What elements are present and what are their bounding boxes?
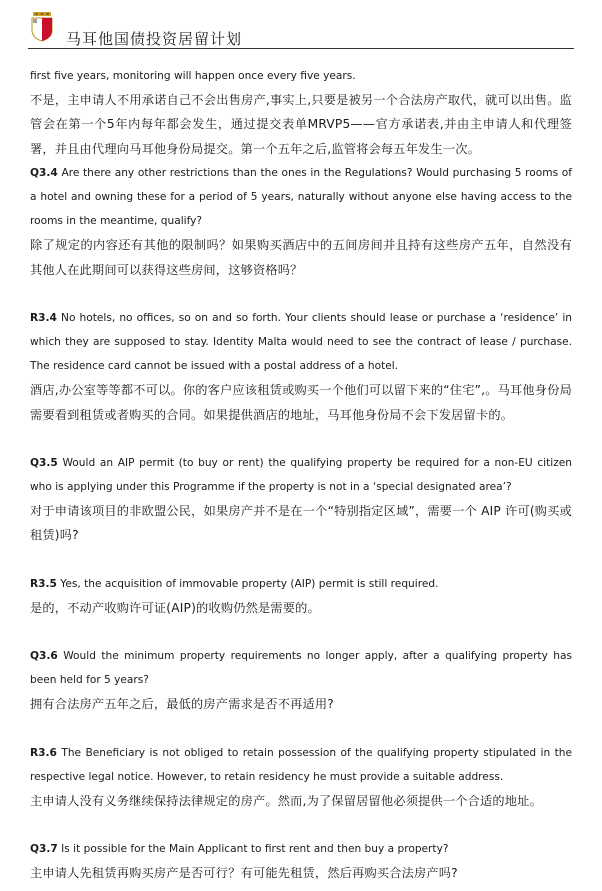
chinese-paragraph [30, 378, 572, 426]
paragraph-text: 是的，不动产收购许可证(AIP)的收购仍然是需要的。 [30, 600, 320, 615]
question-paragraph [30, 644, 572, 692]
paragraph-text: Yes, the acquisition of immovable property (AIP) permit is still required. [56, 577, 439, 590]
item-label: Q3.7 [30, 843, 58, 856]
header-title: 马耳他国债投资居留计划 [66, 30, 243, 48]
paragraph-gap [30, 548, 572, 572]
page-header [28, 8, 574, 49]
item-label: R3.6 [30, 746, 57, 759]
chinese-paragraph [30, 233, 572, 281]
chinese-paragraph [30, 88, 572, 161]
paragraph-text: 主申请人没有义务继续保持法律规定的房产。然而,为了保留居留他必须提供一个合适的地址。 [30, 794, 542, 809]
item-label: Q3.6 [30, 650, 58, 663]
question-paragraph [30, 837, 572, 861]
paragraph-gap [30, 620, 572, 644]
chinese-paragraph [30, 861, 572, 885]
paragraph-text: 酒店,办公室等等都不可以。你的客户应该租赁或购买一个他们可以留下来的“住宅”,。马耳他身份局需要看到租赁或者购买的合同。如果提供酒店的地址，马耳他身份局不会下发居留卡的。 [30, 383, 572, 422]
response-paragraph [30, 741, 572, 789]
paragraph-text: 除了规定的内容还有其他的限制吗？如果购买酒店中的五间房间并且持有这些房产五年，自然没有其他人在此期间可以获得这些房间，这够资格吗？ [30, 238, 572, 277]
question-paragraph [30, 451, 572, 499]
chinese-paragraph [30, 499, 572, 547]
paragraph-text: Would an AIP permit (to buy or rent) the qualifying property be required for a non-EU citizen who is applying under this Programme if the property is not in a ‘special designated area’? [30, 456, 572, 494]
item-label: Q3.4 [30, 166, 58, 179]
item-label: R3.4 [30, 311, 57, 324]
chinese-paragraph [30, 596, 572, 620]
paragraph-text: first five years, monitoring will happen once every five years. [30, 70, 356, 82]
paragraph-text: Would the minimum property requirements no longer apply, after a qualifying property has been held for 5 years? [30, 650, 572, 687]
paragraph-text: 拥有合法房产五年之后，最低的房产需求是否不再适用? [30, 697, 334, 712]
item-label: R3.5 [30, 577, 57, 590]
paragraph-text: 对于申请该项目的非欧盟公民，如果房产并不是在一个“特别指定区域”，需要一个 AIP 许可(购买或租赁)吗? [30, 504, 572, 543]
question-paragraph [30, 161, 572, 234]
paragraph-gap [30, 427, 572, 451]
response-paragraph [30, 306, 572, 379]
paragraph-gap [30, 282, 572, 306]
paragraph-text: The Beneficiary is not obliged to retain possession of the qualifying property stipulated in the respective legal notice. However, to retain residency he must provide a suitable address. [30, 746, 572, 783]
chinese-paragraph [30, 789, 572, 813]
paragraph-text: 主申请人先租赁再购买房产是否可行？有可能先租赁，然后再购买合法房产吗? [30, 866, 458, 881]
item-label: Q3.5 [30, 456, 58, 469]
paragraph-gap [30, 717, 572, 741]
paragraph-gap [30, 813, 572, 837]
paragraph-text: Are there any other restrictions than the ones in the Regulations? Would purchasing 5 rooms of a hotel and owning these for a period of 5 years, naturally without anyone else having access to the rooms in the meantime, qualify? [30, 166, 572, 228]
chinese-paragraph [30, 692, 572, 716]
malta-crest-icon [30, 12, 54, 42]
response-paragraph [30, 572, 572, 596]
paragraph-text: No hotels, no offices, so on and so forth. Your clients should lease or purchase a ‘residence’ in which they are supposed to stay. Identity Malta would need to see the contract of lease / purchase. The residence card cannot be issued with a postal address of a hotel. [30, 311, 572, 373]
document-body [30, 64, 572, 886]
paragraph-text: 不是，主申请人不用承诺自己不会出售房产,事实上,只要是被另一个合法房产取代，就可以出售。监管会在第一个5年内每年都会发生，通过提交表单MRVP5——官方承诺表,并由主申请人和代理签署，并且由代理向马耳他身份局提交。第一个五年之后,监管将会每五年发生一次。 [30, 93, 572, 156]
paragraph-text: Is it possible for the Main Applicant to first rent and then buy a property? [57, 843, 449, 856]
english-paragraph [30, 64, 572, 88]
